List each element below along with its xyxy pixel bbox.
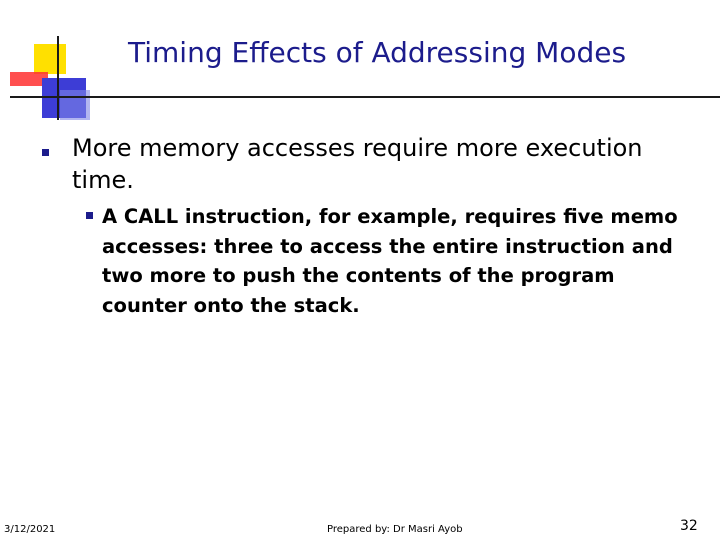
title-divider-line <box>10 96 720 98</box>
decor-blue-shade <box>60 90 90 120</box>
bullet-marker-level2 <box>86 212 93 219</box>
slide-number: 32 <box>680 518 698 534</box>
bullet-marker-level1 <box>42 149 49 156</box>
footer-author: Prepared by: Dr Masri Ayob <box>327 524 463 535</box>
slide-title: Timing Effects of Addressing Modes <box>128 36 627 69</box>
footer-date: 3/12/2021 <box>4 524 56 535</box>
bullet-text-level2: A CALL instruction, for example, requires five memo accesses: three to access the entire instruction and two more to push the contents of the program counter onto the stack. <box>102 205 678 317</box>
decor-vertical-line <box>57 36 59 120</box>
bullet-text-level1: More memory accesses require more execution time. <box>72 134 643 194</box>
decor-yellow-square <box>34 44 66 74</box>
